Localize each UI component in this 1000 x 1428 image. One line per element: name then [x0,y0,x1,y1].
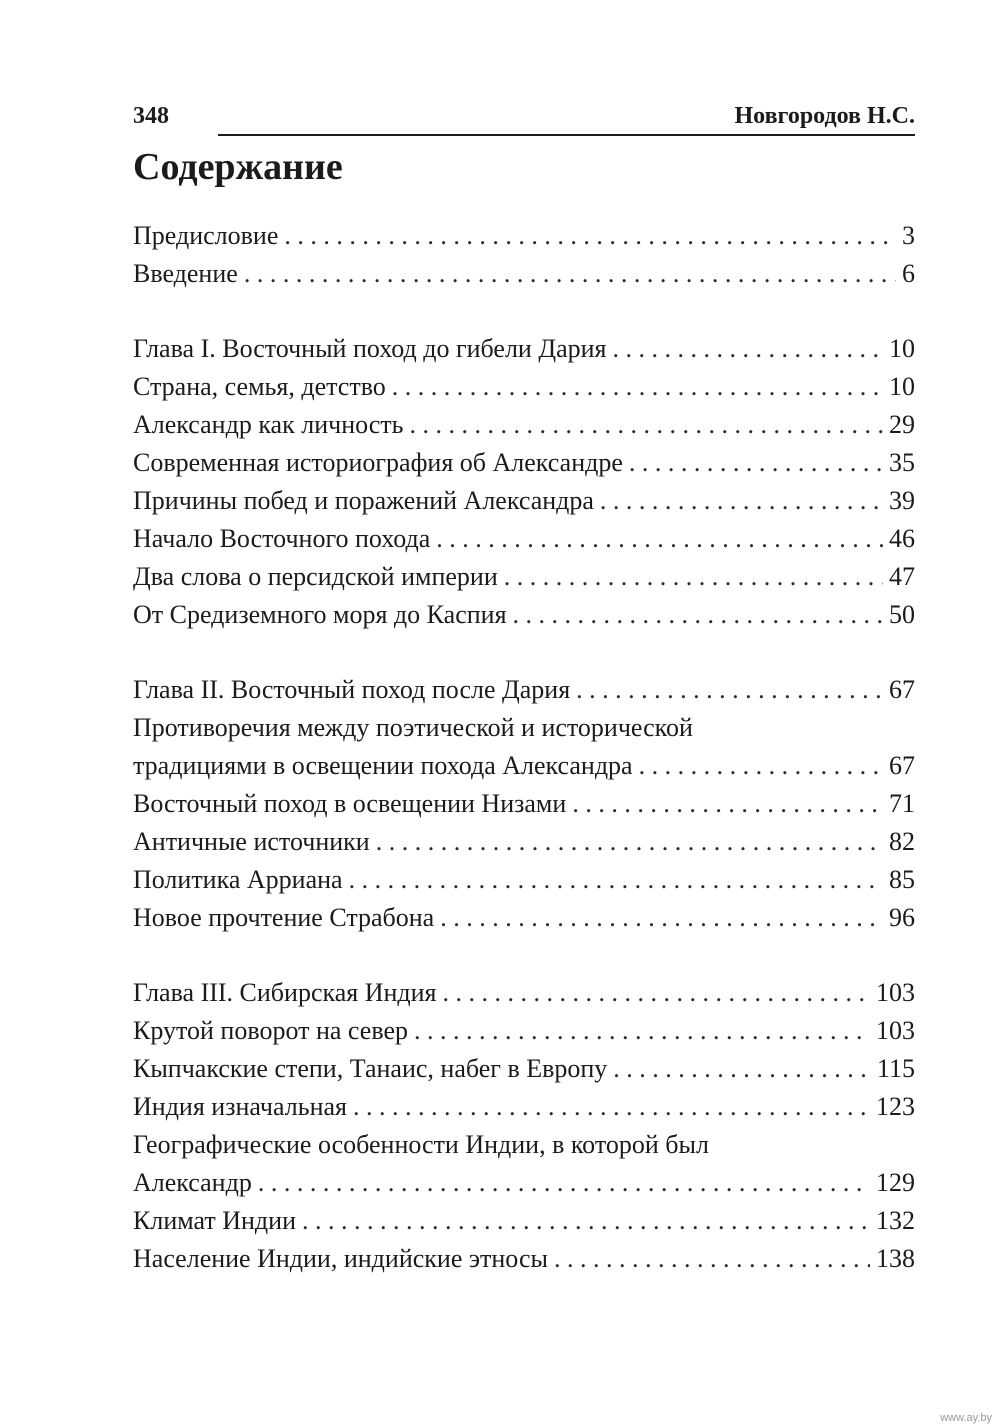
toc-entry-title: Александр [133,1168,252,1197]
toc-entry-title: Предисловие [133,221,279,250]
toc-entry [133,444,915,482]
toc-entry-title: Кыпчакские степи, Танаис, набег в Европу [133,1054,608,1083]
toc-entry [133,1202,915,1240]
dot-leader [576,671,883,709]
toc-entry [133,482,915,520]
dot-leader [302,1202,870,1240]
toc-entry-row [133,1202,915,1240]
toc-entry-page: 29 [889,410,915,439]
toc-entry-page: 10 [889,334,915,363]
toc-entry-row [133,785,915,823]
toc-entry [133,217,915,255]
toc-entry-row [133,861,915,899]
toc-entry-row [133,1240,915,1278]
dot-leader [392,368,883,406]
dot-leader [353,1088,870,1126]
toc-entry [133,974,915,1012]
toc-entry-row [133,823,915,861]
toc-entry-title: Античные источники [133,827,370,856]
toc-entry-row [133,255,915,293]
toc-entry [133,1088,915,1126]
dot-leader [284,217,896,255]
toc-group [133,217,915,293]
toc-entry-row [133,406,915,444]
dot-leader [613,330,884,368]
toc-entry [133,520,915,558]
toc-entry [133,899,915,937]
toc-entry-page: 67 [889,675,915,704]
dot-leader [349,861,883,899]
toc-entry-title: Два слова о персидской империи [133,562,498,591]
dot-leader [258,1164,870,1202]
toc-entry-row [133,747,915,785]
toc-entry-row [133,444,915,482]
toc-entry-page: 46 [889,524,915,553]
toc-entry-page: 103 [876,978,915,1007]
toc-entry [133,823,915,861]
toc-entry-page: 3 [902,221,915,250]
dot-leader [513,596,883,634]
header-rule [218,134,915,136]
toc-entry-page: 6 [902,259,915,288]
toc-entry [133,368,915,406]
toc-entry-title: традициями в освещении похода Александра [133,751,633,780]
toc-entry [133,709,915,785]
dot-leader [443,974,870,1012]
toc-entry-row [133,368,915,406]
toc-entry-page: 50 [889,600,915,629]
dot-leader [376,823,883,861]
toc-entry-row [133,1012,915,1050]
toc-entry-row [133,558,915,596]
toc-entry-page: 115 [876,1054,915,1083]
dot-leader [572,785,883,823]
toc-entry-row [133,482,915,520]
toc-entry-title: Глава I. Восточный поход до гибели Дария [133,334,607,363]
toc-entry-title: Александр как личность [133,410,404,439]
toc-entry-page: 71 [889,789,915,818]
toc-entry-row [133,520,915,558]
toc-entry-page: 132 [876,1206,915,1235]
toc-entry-page: 47 [889,562,915,591]
toc-entry-title: Новое прочтение Страбона [133,903,435,932]
toc-entry [133,596,915,634]
toc-entry-row [133,671,915,709]
toc-entry-row [133,1164,915,1202]
toc-entry-title: Начало Восточного похода [133,524,431,553]
toc-entry-page: 129 [876,1168,915,1197]
toc-entry-title: Население Индии, индийские этносы [133,1244,548,1273]
dot-leader [613,1050,871,1088]
toc-entry [133,406,915,444]
dot-leader [436,520,883,558]
toc-entry-title: Индия изначальная [133,1092,347,1121]
toc-entry-page: 39 [889,486,915,515]
toc-entry-title: Введение [133,259,238,288]
dot-leader [414,1012,870,1050]
toc-group [133,330,915,634]
toc-entry [133,671,915,709]
toc-entry-row [133,596,915,634]
toc-entry-page: 35 [889,448,915,477]
toc-entry [133,1240,915,1278]
page-number: 348 [133,103,169,129]
toc-entry-title-line: Противоречия между поэтической и исторической [133,713,693,742]
toc-entry-title: Крутой поворот на север [133,1016,408,1045]
toc-entry-row [133,1088,915,1126]
dot-leader [600,482,883,520]
running-head [133,96,915,136]
toc-entry-title: От Средиземного моря до Каспия [133,600,507,629]
dot-leader [440,899,883,937]
toc-group [133,671,915,937]
toc-entry [133,1126,915,1202]
dot-leader [629,444,883,482]
toc-entry-page: 10 [889,372,915,401]
toc-entry [133,558,915,596]
toc-entry [133,255,915,293]
toc-entry-title: Глава III. Сибирская Индия [133,978,437,1007]
toc-entry-title: Причины побед и поражений Александра [133,486,594,515]
toc-entry-page: 67 [889,751,915,780]
dot-leader [639,747,883,785]
toc-entry-page: 82 [889,827,915,856]
toc-entry [133,1050,915,1088]
running-head-author: Новгородов Н.С. [734,103,915,129]
toc-entry-page: 96 [889,903,915,932]
toc-entry-title: Современная историография об Александре [133,448,623,477]
toc-entry-page: 85 [889,865,915,894]
toc-entry-page: 123 [876,1092,915,1121]
toc-entry-row [133,330,915,368]
toc-entry-title: Страна, семья, детство [133,372,386,401]
dot-leader [554,1240,870,1278]
dot-leader [410,406,883,444]
toc-entry-row [133,1050,915,1088]
toc-entry-title: Политика Арриана [133,865,343,894]
table-of-contents [133,217,915,1315]
dot-leader [244,255,896,293]
toc-entry-title: Восточный поход в освещении Низами [133,789,567,818]
toc-entry [133,1012,915,1050]
toc-title: Содержание [133,146,343,188]
toc-entry-row [133,899,915,937]
toc-entry [133,330,915,368]
toc-entry-page: 103 [876,1016,915,1045]
toc-entry [133,785,915,823]
toc-entry-title: Глава II. Восточный поход после Дария [133,675,571,704]
toc-entry-title: Климат Индии [133,1206,296,1235]
toc-entry-page: 138 [876,1244,915,1273]
toc-group [133,974,915,1278]
watermark: www.ay.by [940,1412,992,1424]
toc-entry-title-line: Географические особенности Индии, в которой был [133,1130,709,1159]
toc-entry [133,861,915,899]
dot-leader [504,558,883,596]
toc-entry-row [133,974,915,1012]
toc-entry-row [133,217,915,255]
